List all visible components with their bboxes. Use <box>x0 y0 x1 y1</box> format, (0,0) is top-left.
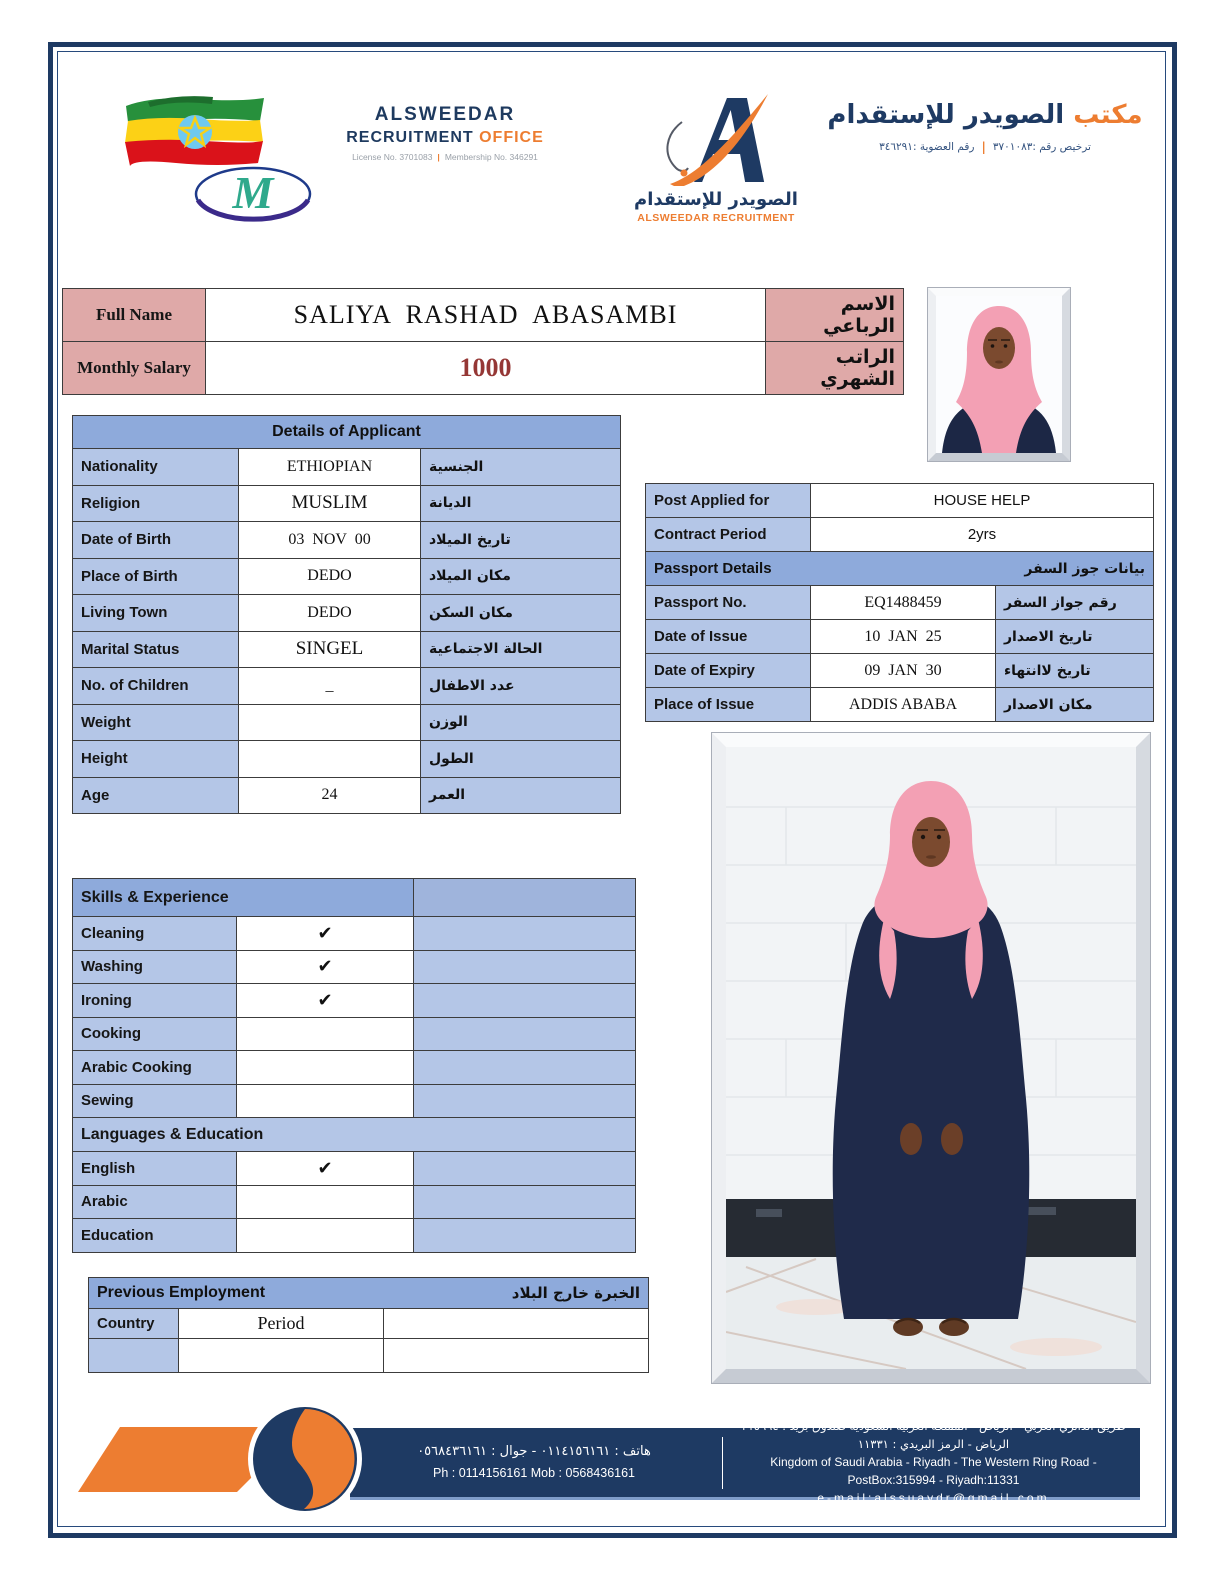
arabic-license-line: ترخيص رقم :٣٧٠١٠٨٣ | رقم العضوية :٣٤٦٢٩١ <box>879 140 1091 154</box>
passport-details-header: Passport Details بيانات جوز السفر <box>646 552 1154 586</box>
details-label: Living Town <box>73 595 239 632</box>
date-of-expiry-value: 09 JAN 30 <box>811 654 996 688</box>
footer-contact-bar <box>350 1419 1140 1505</box>
previous-employment-header: Previous Employment الخبرة خارج البلاد <box>89 1278 649 1309</box>
employment-cell-empty <box>384 1309 649 1339</box>
details-label: Nationality <box>73 449 239 486</box>
footer-company-logo-icon <box>70 1400 365 1522</box>
employment-cell-empty <box>89 1339 179 1373</box>
details-value: MUSLIM <box>239 486 421 523</box>
details-of-applicant-table <box>72 415 621 814</box>
date-of-issue-label-arabic: تاريخ الاصدار <box>996 620 1154 654</box>
details-label-arabic: تاريخ الميلاد <box>421 522 621 559</box>
identity-table <box>62 288 904 395</box>
language-label: English <box>73 1152 237 1186</box>
skill-check: ✔ <box>237 951 414 985</box>
date-of-issue-value: 10 JAN 25 <box>811 620 996 654</box>
language-label: Arabic <box>73 1186 237 1220</box>
details-value: DEDO <box>239 595 421 632</box>
language-note <box>414 1152 636 1186</box>
passport-no-label-arabic: رقم جواز السفر <box>996 586 1154 620</box>
skill-check <box>237 1085 414 1119</box>
languages-education-title: Languages & Education <box>73 1118 636 1152</box>
details-label: Weight <box>73 705 239 742</box>
contract-period-label: Contract Period <box>646 518 811 552</box>
alsweedar-brand-block <box>626 88 806 224</box>
footer-phone-arabic: هاتف : ٠١١٤١٥٦١٦١ - جوال : ٠٥٦٨٤٣٦١٦١ <box>417 1444 651 1460</box>
office-license-line: License No. 3701083 | Membership No. 346291 <box>352 152 538 162</box>
place-of-issue-label-arabic: مكان الاصدار <box>996 688 1154 722</box>
office-name-line2: RECRUITMENT OFFICE <box>346 129 544 146</box>
details-label-arabic: الوزن <box>421 705 621 742</box>
details-value: DEDO <box>239 559 421 596</box>
skill-label: Washing <box>73 951 237 985</box>
skills-table-title: Skills & Experience <box>73 879 414 917</box>
language-label: Education <box>73 1219 237 1253</box>
date-of-expiry-label: Date of Expiry <box>646 654 811 688</box>
brand-english-name: ALSWEEDAR RECRUITMENT <box>637 212 795 224</box>
period-column-label: Period <box>179 1309 384 1339</box>
skill-label: Cooking <box>73 1018 237 1052</box>
footer-phone-block <box>350 1442 718 1483</box>
country-column-label: Country <box>89 1309 179 1339</box>
details-label: Religion <box>73 486 239 523</box>
application-passport-table <box>645 483 1154 722</box>
details-label-arabic: عدد الاطفال <box>421 668 621 705</box>
details-value: ETHIOPIAN <box>239 449 421 486</box>
details-label: Marital Status <box>73 632 239 669</box>
details-label-arabic: الجنسية <box>421 449 621 486</box>
footer-divider <box>722 1437 723 1489</box>
skills-header-spacer <box>414 879 636 917</box>
skill-note <box>414 1018 636 1052</box>
language-check: ✔ <box>237 1152 414 1186</box>
recruitment-office-title-block <box>312 104 578 162</box>
passport-no-label: Passport No. <box>646 586 811 620</box>
language-check <box>237 1186 414 1220</box>
place-of-issue-label: Place of Issue <box>646 688 811 722</box>
skill-note <box>414 1085 636 1119</box>
divider: | <box>437 152 440 162</box>
skill-check: ✔ <box>237 984 414 1018</box>
language-check <box>237 1219 414 1253</box>
arabic-office-title-block <box>815 100 1155 154</box>
details-label: No. of Children <box>73 668 239 705</box>
place-of-issue-value: ADDIS ABABA <box>811 688 996 722</box>
language-note <box>414 1186 636 1220</box>
details-table-title: Details of Applicant <box>73 416 621 449</box>
details-value <box>239 705 421 742</box>
skill-check <box>237 1018 414 1052</box>
details-label-arabic: العمر <box>421 778 621 815</box>
employment-cell-empty <box>179 1339 384 1373</box>
office-name-line1: ALSWEEDAR <box>374 104 516 125</box>
skill-label: Arabic Cooking <box>73 1051 237 1085</box>
contract-period-value: 2yrs <box>811 518 1154 552</box>
details-label: Date of Birth <box>73 522 239 559</box>
language-note <box>414 1219 636 1253</box>
m-ellipse-logo-icon <box>192 162 314 226</box>
arabic-office-title: مكتب الصويدر للإستقدام <box>827 100 1143 130</box>
passport-no-value: EQ1488459 <box>811 586 996 620</box>
skill-note <box>414 984 636 1018</box>
skills-experience-table <box>72 878 636 1253</box>
full-name-label-arabic: الاسم الرباعي <box>766 289 904 342</box>
footer-email: e-mail:alssuaydr@gmail.com <box>817 1490 1050 1505</box>
skill-label: Ironing <box>73 984 237 1018</box>
details-value: 03 NOV 00 <box>239 522 421 559</box>
previous-employment-table <box>88 1277 649 1373</box>
skill-label: Cleaning <box>73 917 237 951</box>
skill-note <box>414 951 636 985</box>
post-applied-label: Post Applied for <box>646 484 811 518</box>
date-of-issue-label: Date of Issue <box>646 620 811 654</box>
skill-note <box>414 917 636 951</box>
footer-address-english: Kingdom of Saudi Arabia - Riyadh - The Western Ring Road - PostBox:315994 - Riyadh:11331 <box>770 1454 1097 1487</box>
skill-note <box>414 1051 636 1085</box>
full-name-value: SALIYA RASHAD ABASAMBI <box>206 289 766 342</box>
details-label: Height <box>73 741 239 778</box>
applicant-portrait-photo <box>928 288 1070 461</box>
details-label-arabic: الطول <box>421 741 621 778</box>
details-value: _ <box>239 668 421 705</box>
post-applied-value: HOUSE HELP <box>811 484 1154 518</box>
full-name-label: Full Name <box>63 289 206 342</box>
details-label: Place of Birth <box>73 559 239 596</box>
employment-cell-empty <box>384 1339 649 1373</box>
details-label: Age <box>73 778 239 815</box>
date-of-expiry-label-arabic: تاريخ لاانتهاء <box>996 654 1154 688</box>
salary-label: Monthly Salary <box>63 342 206 395</box>
details-value: 24 <box>239 778 421 815</box>
salary-label-arabic: الراتب الشهري <box>766 342 904 395</box>
skill-check: ✔ <box>237 917 414 951</box>
skill-check <box>237 1051 414 1085</box>
applicant-full-body-photo <box>712 733 1150 1383</box>
details-value: SINGEL <box>239 632 421 669</box>
details-label-arabic: الديانة <box>421 486 621 523</box>
footer-phone-english: Ph : 0114156161 Mob : 0568436161 <box>432 1465 636 1480</box>
salary-value: 1000 <box>206 342 766 395</box>
svg-text:M: M <box>232 167 274 218</box>
footer-address-block <box>727 1418 1140 1507</box>
details-label-arabic: الحالة الاجتماعية <box>421 632 621 669</box>
alsweedar-a-logo-icon <box>636 88 796 186</box>
details-label-arabic: مكان السكن <box>421 595 621 632</box>
footer-address-arabic: طريق الدائري الغربي - الرياض - المملكة العربية السعودية صندوق بريد : ٣١٥٩٩٤ الرياض - الرمز البريدي : ١١٣٣١ <box>741 1419 1126 1451</box>
divider: | <box>981 140 986 154</box>
details-label-arabic: مكان الميلاد <box>421 559 621 596</box>
details-value <box>239 741 421 778</box>
skill-label: Sewing <box>73 1085 237 1119</box>
brand-arabic-name: الصويدر للإستقدام <box>634 189 798 210</box>
